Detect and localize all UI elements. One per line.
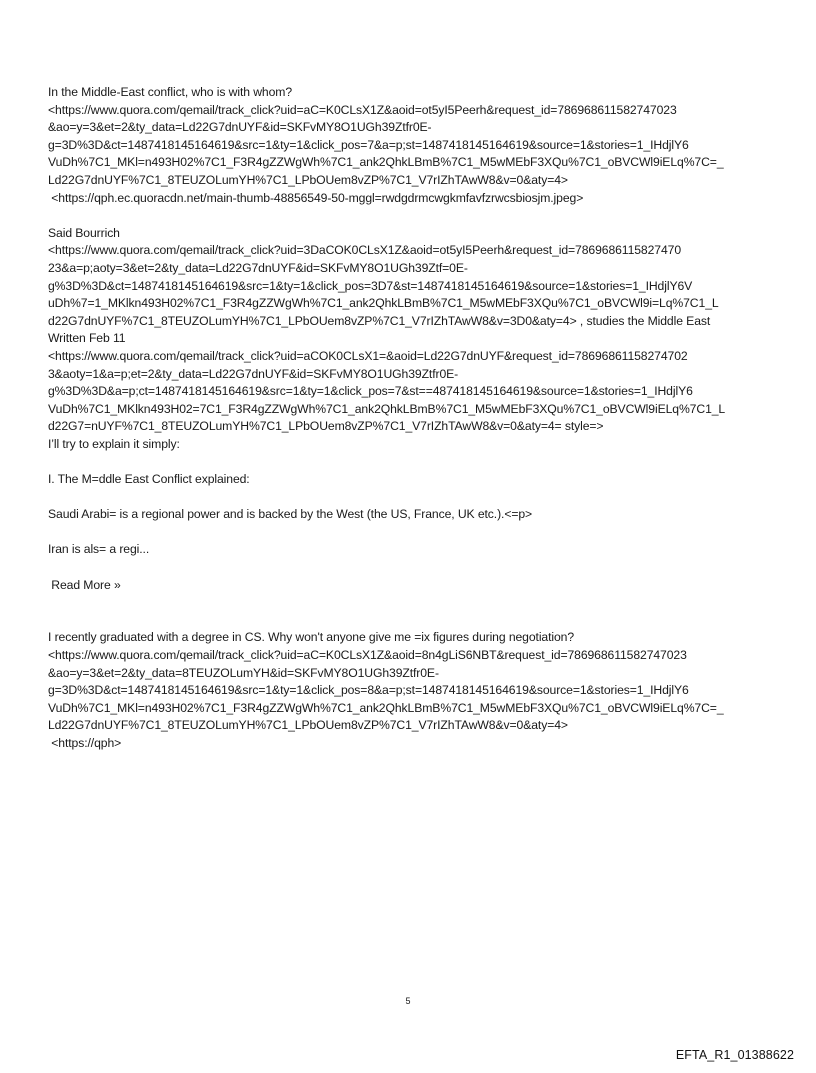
thumbnail-image-link[interactable]: <https://qph.ec.quoracdn.net/main-thumb-48856549-50-mggl=rwdgdrmcwgkmfavfzrwcsbiosjm.jpeg>	[48, 190, 584, 205]
document-id: EFTA_R1_01388622	[675, 1048, 794, 1062]
written-link-line[interactable]: <https://www.quora.com/qemail/track_click?uid=aCOK0CLsX1=&aoid=Ld22G7dnUYF&request_id=78696861158274702	[48, 348, 688, 363]
document-body	[48, 84, 770, 753]
story-question: In the Middle-East conflict, who is with whom?	[48, 85, 292, 99]
author-link-line[interactable]: 23&a=p;aoty=3&et=2&ty_data=Ld22G7dnUYF&id=SKFvMY8O1UGh39Ztf=0E-	[48, 260, 468, 275]
tracking-link-line[interactable]: Ld22G7dnUYF%7C1_8TEUZOLumYH%7C1_LPbOUem8vZP%7C1_V7rIZhTAwW8&v=0&aty=4>	[48, 172, 568, 187]
author-link-line[interactable]: d22G7dnUYF%7C1_8TEUZOLumYH%7C1_LPbOUem8vZP%7C1_V7rIZhTAwW8&v=3D0&aty=4> , studies the Middle East	[48, 313, 711, 328]
tracking-link-line[interactable]: &ao=y=3&et=2&ty_data=8TEUZOLumYH&id=SKFvMY8O1UGh39Ztfr0E-	[48, 665, 439, 680]
written-link-line[interactable]: VuDh%7C1_MKlkn493H02=7C1_F3R4gZZWgWh%7C1_ank2QhkLBmB%7C1_M5wMEbF3XQu%7C1_oBVCWl9iELq%7C1_L	[48, 401, 726, 416]
tracking-link-line[interactable]: &ao=y=3&et=2&ty_data=Ld22G7dnUYF&id=SKFvMY8O1UGh39Ztfr0E-	[48, 120, 432, 135]
answer-author: Said Bourrich	[48, 225, 120, 240]
answer-paragraph: Iran is als= a regi...	[48, 542, 150, 557]
author-link-line[interactable]: uDh%7=1_MKlkn493H02%7C1_F3R4gZZWgWh%7C1_ank2QhkLBmB%7C1_M5wMEbF3XQu%7C1_oBVCWl9i=Lq%7C1_L	[48, 296, 719, 311]
written-link-line[interactable]: d22G7=nUYF%7C1_8TEUZOLumYH%7C1_LPbOUem8vZP%7C1_V7rIZhTAwW8&v=0&aty=4= style=>	[48, 419, 604, 434]
written-link-line[interactable]: g%3D%3D&a=p;ct=1487418145164619&src=1&ty=1&click_pos=7&st==487418145164619&source=1&stories=1_IHdjlY6	[48, 384, 693, 399]
tracking-link-line[interactable]: VuDh%7C1_MKl=n493H02%7C1_F3R4gZZWgWh%7C1_ank2QhkLBmB%7C1_M5wMEbF3XQu%7C1_oBVCWl9iELq%7C=_	[48, 155, 724, 170]
written-date: Written Feb 11	[48, 331, 126, 346]
answer-intro: I’ll try to explain it simply:	[48, 436, 180, 451]
tracking-link-line[interactable]: <https://www.quora.com/qemail/track_click?uid=aC=K0CLsX1Z&aoid=8n4gLiS6NBT&request_id=786968611582747023	[48, 648, 687, 662]
page-number: 5	[405, 996, 411, 1006]
author-link-line[interactable]: g%3D%3D&ct=1487418145164619&src=1&ty=1&click_pos=3D7&st=1487418145164619&source=1&stories=1_IHdjlY6V	[48, 278, 693, 293]
thumbnail-image-link[interactable]: <https://qph>	[48, 735, 122, 750]
answer-paragraph: Saudi Arabi= is a regional power and is backed by the West (the US, France, UK etc.).<=p>	[48, 507, 533, 522]
read-more-link[interactable]: Read More »	[48, 577, 121, 592]
tracking-link-line[interactable]: VuDh%7C1_MKl=n493H02%7C1_F3R4gZZWgWh%7C1_ank2QhkLBmB%7C1_M5wMEbF3XQu%7C1_oBVCWl9iELq%7C=_	[48, 700, 724, 715]
tracking-link-line[interactable]: g=3D%3D&ct=1487418145164619&src=1&ty=1&click_pos=7&a=p;st=1487418145164619&source=1&stories=1_IHdjlY6	[48, 137, 689, 152]
tracking-link-line[interactable]: g=3D%3D&ct=1487418145164619&src=1&ty=1&click_pos=8&a=p;st=1487418145164619&source=1&stories=1_IHdjlY6	[48, 683, 689, 698]
tracking-link-line[interactable]: Ld22G7dnUYF%7C1_8TEUZOLumYH%7C1_LPbOUem8vZP%7C1_V7rIZhTAwW8&v=0&aty=4>	[48, 718, 568, 733]
story-question: I recently graduated with a degree in CS. Why won't anyone give me =ix figures during negotiation?	[48, 630, 575, 645]
answer-heading: I. The M=ddle East Conflict explained:	[48, 472, 250, 487]
written-link-line[interactable]: 3&aoty=1&a=p;et=2&ty_data=Ld22G7dnUYF&id=SKFvMY8O1UGh39Ztfr0E-	[48, 366, 459, 381]
tracking-link-line[interactable]: <https://www.quora.com/qemail/track_click?uid=aC=K0CLsX1Z&aoid=ot5yI5Peerh&request_id=786968611582747023	[48, 102, 677, 117]
author-link-line[interactable]: <https://www.quora.com/qemail/track_click?uid=3DaCOK0CLsX1Z&aoid=ot5yI5Peerh&request_id=7869686115827470	[48, 243, 682, 258]
